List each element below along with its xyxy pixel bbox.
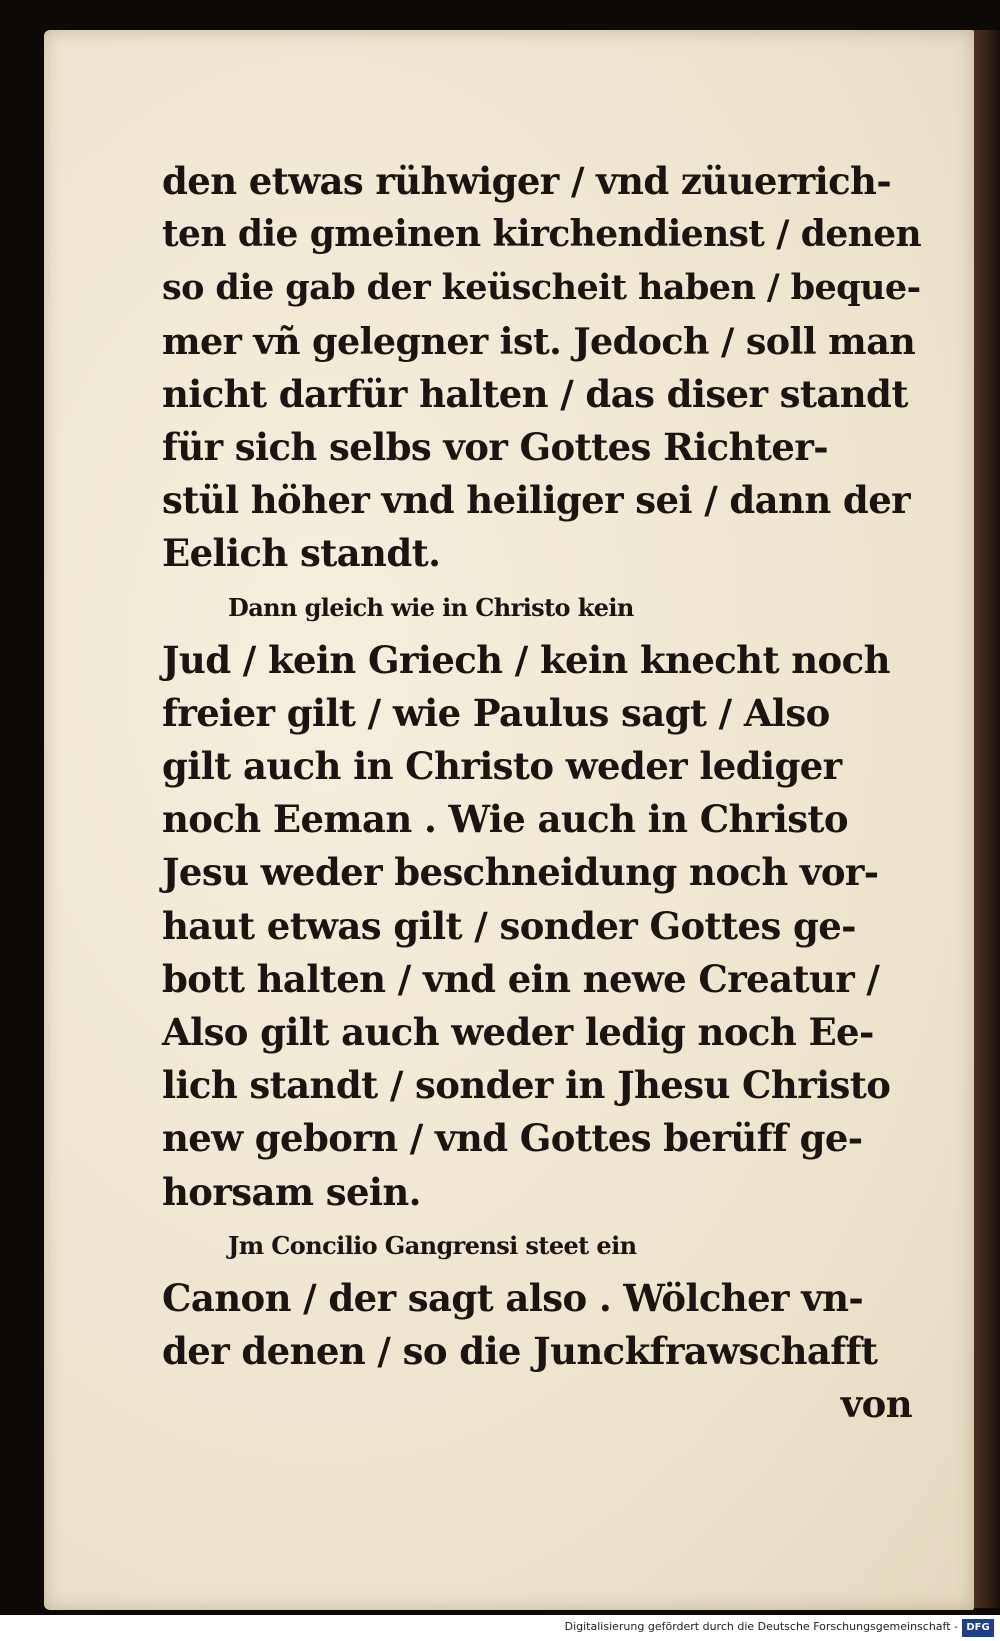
dfg-logo-text: DFG bbox=[966, 1622, 990, 1633]
text-line-12: gilt auch in Christo weder lediger bbox=[162, 744, 842, 789]
text-line-15: haut etwas gilt / sonder Gottes ge- bbox=[162, 903, 856, 948]
text-line-7: stül höher vnd heiliger sei / dann der bbox=[162, 478, 911, 523]
text-line-22: Canon / der sagt also . Wölcher vn- bbox=[162, 1275, 864, 1320]
text-line-3: so die gab der keüscheit haben / beque- bbox=[162, 267, 921, 309]
text-line-4: mer vñ gelegner ist. Jedoch / soll man bbox=[162, 319, 916, 363]
text-line-10: Jud / kein Griech / kein knecht noch bbox=[162, 637, 890, 682]
text-line-6: für sich selbs vor Gottes Richter- bbox=[162, 424, 828, 469]
page-text-block bbox=[162, 155, 922, 1432]
catchword: von bbox=[840, 1382, 912, 1427]
text-line-17: Also gilt auch weder ledig noch Ee- bbox=[162, 1010, 874, 1054]
text-line-8: Eelich standt. bbox=[162, 531, 441, 576]
text-line-5: nicht darfür halten / das diser standt bbox=[162, 371, 908, 416]
text-line-14: Jesu weder beschneidung noch vor- bbox=[162, 850, 879, 895]
text-line-21: Jm Concilio Gangrensi steet ein bbox=[228, 1230, 637, 1260]
text-line-19: new geborn / vnd Gottes berüff ge- bbox=[162, 1116, 863, 1161]
footer-credit: Digitalisierung gefördert durch die Deutsche Forschungsgemeinschaft - bbox=[564, 1620, 958, 1633]
book-page bbox=[44, 30, 974, 1610]
footer-bar bbox=[0, 1615, 1000, 1641]
text-line-11: freier gilt / wie Paulus sagt / Also bbox=[162, 690, 830, 735]
text-line-20: horsam sein. bbox=[162, 1169, 421, 1214]
text-line-1: den etwas rühwiger / vnd züuerrich- bbox=[162, 159, 892, 203]
text-line-18: lich standt / sonder in Jhesu Christo bbox=[162, 1063, 891, 1108]
dfg-logo bbox=[962, 1619, 994, 1637]
text-line-23: der denen / so die Junckfrawschafft bbox=[162, 1329, 878, 1374]
text-line-2: ten die gmeinen kirchendienst / denen bbox=[162, 213, 922, 256]
text-line-13: noch Eeman . Wie auch in Christo bbox=[162, 797, 849, 842]
text-line-9: Dann gleich wie in Christo kein bbox=[228, 592, 634, 622]
text-line-16: bott halten / vnd ein newe Creatur / bbox=[162, 956, 880, 1001]
